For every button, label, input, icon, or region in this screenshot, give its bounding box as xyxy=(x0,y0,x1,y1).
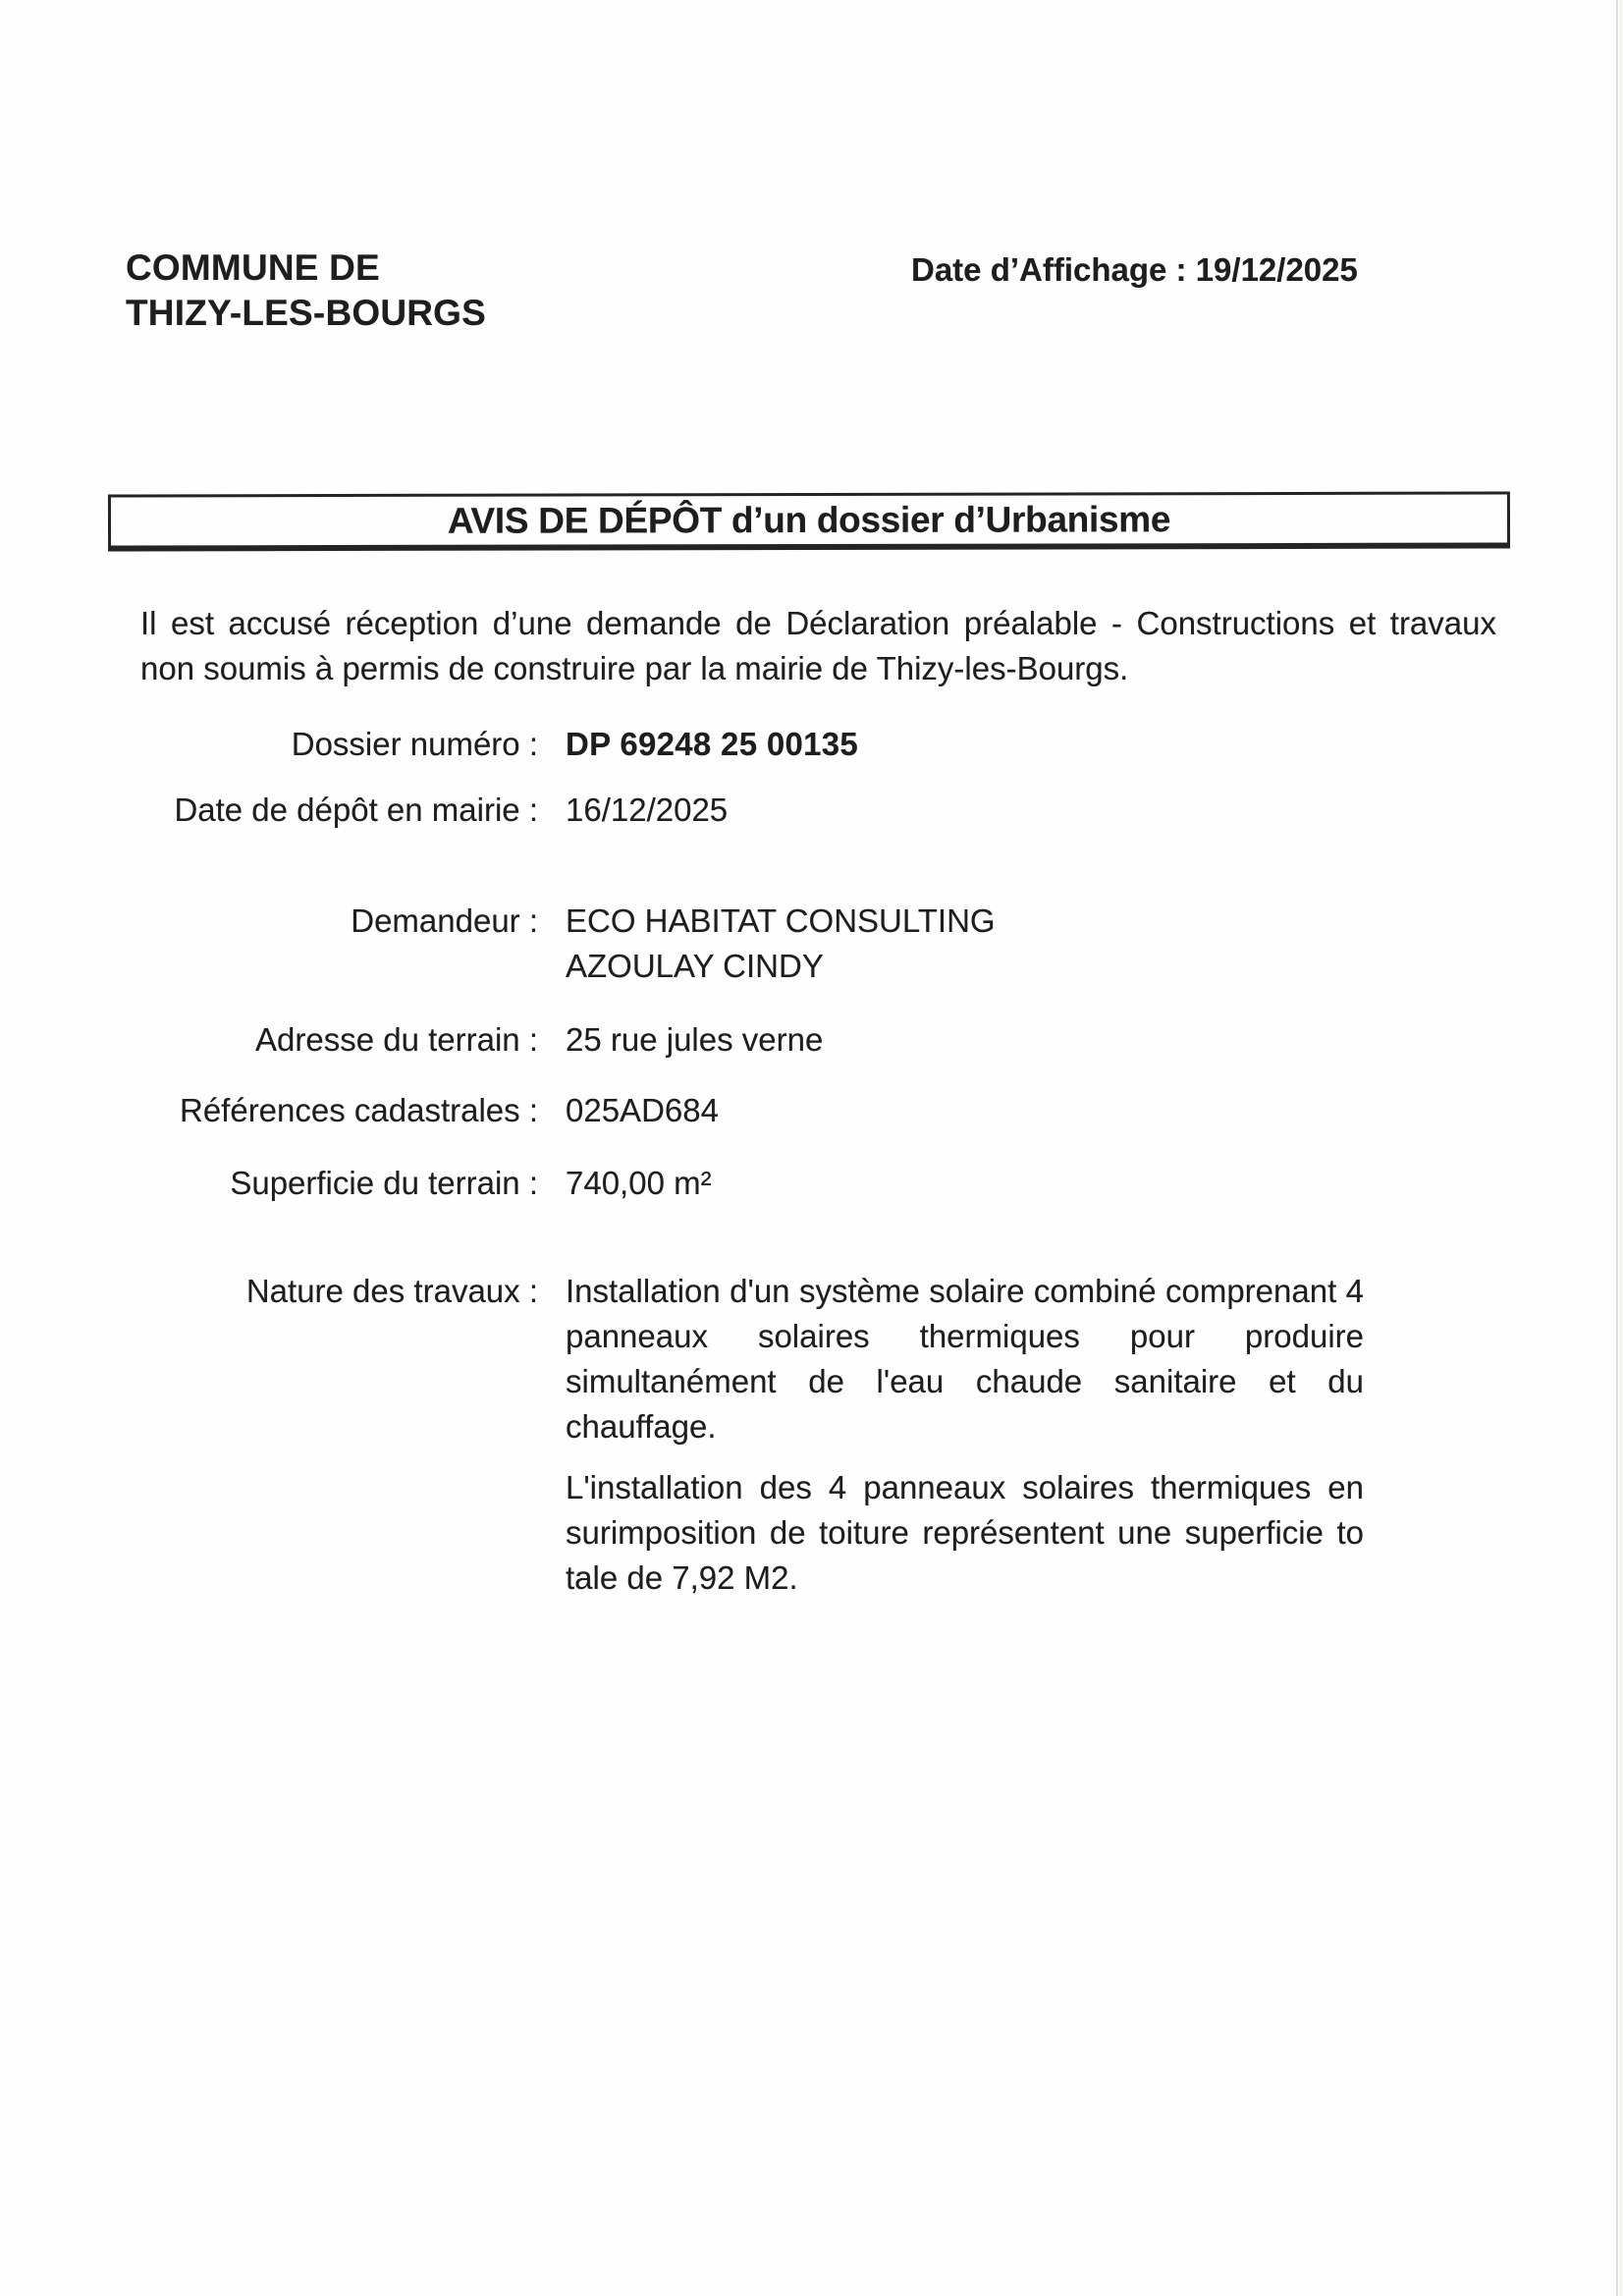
nature-paragraph-2 xyxy=(566,1465,1364,1601)
nature-value xyxy=(566,1269,1364,1601)
intro-line-2: non soumis à permis de construire par la mairie de Thizy-les-Bourgs. xyxy=(140,650,1129,686)
commune-header-line2: THIZY-LES-BOURGS xyxy=(126,293,487,333)
dossier-value: DP 69248 25 00135 xyxy=(566,726,859,762)
superficie-label: Superficie du terrain : xyxy=(230,1165,538,1201)
references-value: 025AD684 xyxy=(566,1092,719,1128)
adresse-label: Adresse du terrain : xyxy=(255,1021,538,1058)
nature-paragraph-1 xyxy=(566,1269,1364,1449)
title-box xyxy=(108,492,1510,552)
dossier-label: Dossier numéro : xyxy=(291,726,538,762)
superficie-value: 740,00 m² xyxy=(566,1165,712,1201)
date-depot-label: Date de dépôt en mairie : xyxy=(174,792,538,828)
intro-paragraph xyxy=(140,601,1496,691)
intro-line-1: Il est accusé réception d’une demande de Déclaration préalable - Constructions et travaux xyxy=(140,605,1496,641)
document-title: AVIS DE DÉPÔT d’un dossier d’Urbanisme xyxy=(447,498,1171,541)
nature-label: Nature des travaux : xyxy=(245,1273,538,1309)
date-affichage: Date d’Affichage : 19/12/2025 xyxy=(911,251,1358,288)
adresse-value: 25 rue jules verne xyxy=(566,1021,824,1058)
references-label: Références cadastrales : xyxy=(179,1092,538,1128)
nature-p2-line3: tale de 7,92 M2. xyxy=(566,1559,798,1596)
nature-p2-line2: surimposition de toiture représentent une superficie to xyxy=(566,1514,1364,1551)
commune-header xyxy=(126,246,486,336)
nature-p1-line2: panneaux solaires thermiques pour produire xyxy=(566,1318,1364,1354)
nature-p1-line1: Installation d'un système solaire combiné comprenant 4 xyxy=(566,1273,1364,1309)
nature-p1-line4: chauffage. xyxy=(566,1408,717,1445)
nature-p1-line3: simultanément de l'eau chaude sanitaire et du xyxy=(566,1363,1364,1399)
demandeur-value-line2: AZOULAY CINDY xyxy=(566,948,824,984)
date-depot-value: 16/12/2025 xyxy=(566,792,729,828)
scan-edge-shading xyxy=(1619,0,1623,2296)
demandeur-value xyxy=(566,899,1364,989)
demandeur-value-line1: ECO HABITAT CONSULTING xyxy=(566,902,996,939)
commune-header-line1: COMMUNE DE xyxy=(126,247,380,288)
demandeur-label: Demandeur : xyxy=(351,902,538,939)
scan-edge-line xyxy=(1616,0,1618,2296)
nature-p2-line1: L'installation des 4 panneaux solaires thermiques en xyxy=(566,1469,1364,1505)
